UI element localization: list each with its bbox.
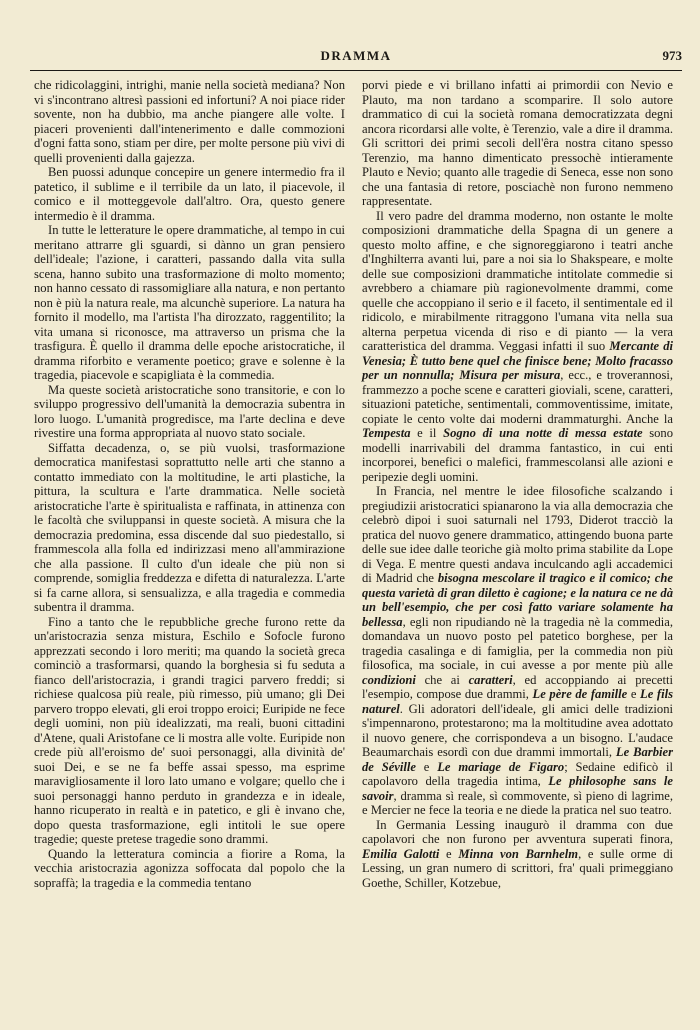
left-column — [34, 78, 345, 890]
paragraph — [362, 484, 673, 818]
text-run: e il — [410, 426, 444, 440]
emphasized-title: condizioni — [362, 672, 416, 687]
emphasized-title: Emilia Galotti — [362, 846, 440, 861]
text-run: , e sulle orme di Lessing, un gran numero di scrittori, fra' quali primeggiano Goethe, Schiller, Kotzebue, — [362, 846, 673, 890]
text-run: e — [439, 846, 459, 861]
page-number: 973 — [662, 48, 682, 63]
text-run: e — [415, 759, 438, 774]
text-run: Il vero padre del dramma moderno, non ostante le molte composizioni drammatiche della Spagna di un genere a questo molto affine, e che signoreggiarono i teatri anche d'Inghilterra avanti lui, pare a noi sia lo Shakspeare, e molte delle sue composizioni drammatiche intitolate commedie si avrebbero a chiamare più ragionevolmente drammi, come quelle che accoppiano il serio e il faceto, il sentimentale ed il ridicolo, e mirabilmente ritraggono l'umana vita nella sua alterna perpetua vicenda di riso e di pianto — la vera caratteristica del dramma. Veggasi infatti il suo — [362, 208, 673, 353]
text-run: Ma queste società aristocratiche sono transitorie, e con lo sviluppo progressivo dell'umanità la democrazia subentra in loro luogo. L'umanità progredisce, ma l'arte declina e deve rivestire una forma appropriata al nuovo stato sociale. — [34, 382, 345, 440]
running-header — [30, 46, 682, 68]
emphasized-title: Minna von Barnhelm — [458, 846, 579, 861]
text-run: Siffatta decadenza, o, se più vuolsi, trasformazione democratica manifestasi soprattutto nelle arti che stanno a contatto immediato con la moltitudine, le arti plastiche, la pittura, la scultura e l'arte drammatica. Nelle società aristocratiche l'arte è spiritualista e raffinata, in attinenza con le facoltà che sviluppansi in queste società. A misura che la democrazia predomina, essa discende dal suo piedestallo, si frammescola alla folla ed indirizzasi meno all'ammirazione che alla passione. Il culto d'un ideale che più non si comprende, somiglia freddezza e difetta di naturalezza. L'arte si fa carne allora, si sensualizza, e alla tragedia e commedia subentra il dramma. — [34, 440, 345, 614]
emphasized-title: Sogno di una notte di messa estate — [443, 426, 643, 440]
text-run: Quando la letteratura comincia a fiorire a Roma, la vecchia aristocrazia agonizza soffocata dal popolo che la sopraffà; la tragedia e la commedia tentano — [34, 846, 345, 890]
emphasized-title: Le père de famille — [532, 687, 628, 701]
text-run: porvi piede e vi brillano infatti ai primordii con Nevio e Plauto, ma non tardano a scomparire. Il solo autore drammatico di cui la società romana democratizzata degni ancora ricordarsi alle volte, è Terenzio, vale a dire il dramma. Gli scrittori dei primi secoli dell'êra nostra citano spesso Terenzio, ma hanno dimenticato pressochè intieramente Plauto e Nevio; quanto alle tragedie di Seneca, esse non sono che una fantasia di retore, posciachè non furono nemmeno rappresentate. — [362, 78, 673, 208]
text-run: che ai — [415, 672, 469, 687]
emphasized-title: caratteri — [468, 672, 513, 687]
running-title: DRAMMA — [320, 48, 392, 63]
emphasized-title: Le Barbier de Séville — [362, 745, 673, 774]
text-run: In Germania Lessing inaugurò il dramma con due capolavori che non furono per avventura superati finora, — [362, 817, 673, 846]
text-run: , dramma sì reale, sì commovente, sì pieno di lagrime, e Mercier ne fece la teoria e ne diede la pratica nel suo teatro. — [362, 788, 673, 817]
header-rule — [30, 70, 682, 71]
emphasized-title: Le philosophe sans le savoir — [362, 774, 673, 803]
right-column — [362, 78, 673, 890]
paragraph — [34, 223, 345, 383]
text-run: . Gli adoratori dell'ideale, gli amici delle tradizioni s'impennarono, protestarono; ma la moltitudine avea adottato il nuovo genere, che corrispondeva a un bisogno. L'audace Beaumarchais esordì con due drammi immortali, — [362, 701, 673, 759]
paragraph — [34, 383, 345, 441]
text-run: ; Sedaine edificò il capolavoro della tragedia intima, — [362, 759, 674, 788]
text-run: , egli non ripudiando nè la tragedia nè la commedia, domandava un nuovo posto pel patetico borghese, per la tragedia casalinga e di famiglia, per la commedia non più filosofica, ma sociale, in cui avesse a por mente più alle — [362, 614, 673, 672]
paragraph — [34, 615, 345, 847]
emphasized-title: Tempesta — [362, 426, 411, 440]
text-run: , ed accoppiando ai precetti l'esempio, compose due drammi, — [362, 672, 673, 701]
text-run: , ecc., e troverannosi, frammezzo a poche scene e caratteri gioviali, scene, caratteri, situazioni patetiche, sentimentali, commoventissime, imitate, copiate le cento volte dai moderni drammaturghi. Anche la — [362, 368, 673, 426]
paragraph — [362, 78, 673, 209]
emphasized-title: Le fils naturel — [362, 687, 673, 716]
text-run: che ridicolaggini, intrighi, manie nella società mediana? Non vi s'incontrano altresì passioni ed infortuni? A noi piace rider sovente, non ha dubbio, ma anche piangere alle volte. I piaceri provenienti dall'intenerimento e dalle commozioni d'ogni fatta sono, stiam per dire, per molte persone più vivi di quelli provenienti dalla gajezza. — [34, 78, 345, 165]
text-run: In Francia, nel mentre le idee filosofiche scalzando i pregiudizii aristocratici spianarono la via alla democrazia che celebrò dipoi i suoi saturnali nel 1793, Diderot tracciò la pratica del nuovo genere drammatico, attingendo buona parte delle sue idee dalle teoriche già molto prima stabilite da Lope di Vega. E mentre questi andava inculcando agli accademici di Madrid che — [362, 484, 673, 585]
text-run: Ben puossi adunque concepire un genere intermedio fra il patetico, il sublime e il terribile da un lato, il piacevole, il comico e il motteggevole dall'altro. Ora, questo genere intermedio è il dramma. — [34, 165, 345, 223]
paragraph — [362, 818, 673, 891]
emphasized-title: bisogna mescolare il tragico e il comico; che questa varietà di gran diletto è cagione; e la natura ce ne dà un bell'esempio, che per così fatto variare solamente ha bellessa — [362, 571, 673, 629]
emphasized-title: Mercante di Venesia; È tutto bene quel che finisce bene; Molto fracasso per un nonnulla; Misura per misura — [362, 339, 673, 382]
paragraph — [362, 209, 673, 485]
text-run: In tutte le letterature le opere drammatiche, al tempo in cui meritano attrarre gli sguardi, si dànno un gran pensiero dell'ideale; l'azione, i caratteri, passando dalla vita sulla scena, hanno subito una trasformazione di molto momento; non hanno cessato di rassomigliare alla natura, e non pertanto non è più la natura reale, ma alcunchè superiore. La natura ha fornito il modello, ma l'artista l'ha dirozzato, raggentilito; la vita umana si riconosce, ma attraverso un prisma che la trasfigura. È quello il dramma delle epoche aristocratiche, il dramma riforbito e veramente poetico; grave e solenne è la tragedia, piacevole e scapigliata è la commedia. — [34, 223, 345, 382]
paragraph — [34, 441, 345, 615]
text-run: e — [627, 687, 641, 701]
paragraph — [34, 847, 345, 891]
paragraph — [34, 78, 345, 165]
text-run: sono modelli inarrivabili del dramma fantastico, in cui enti incorporei, benefici o malefici, frammescolansi alle azioni e peripezie degli uomini. — [362, 426, 673, 484]
emphasized-title: Le mariage de Figaro — [437, 759, 565, 774]
text-run: Fino a tanto che le repubbliche greche furono rette da un'aristocrazia senza mistura, Eschilo e Sofocle furono apprezzati secondo i loro meriti; ma quando la società greca cominciò a trasformarsi, quando la borghesia si fu seduta a fianco dell'aristocrazia, i grandi tragici parvero freddi; si richiese qualcosa più reale, più rimesso, più umano; gli Dei parvero troppo elevati, gli eroi troppo eroici; Euripide ne fece degli uomini, non più idealizzati, ma reali, buoni cittadini d'Atene, quali Aristofane ce li mostra alle volte. Euripide non crede più all'eroismo de' suoi personaggi, alla divinità de' suoi Dei, e se ne fa beffe assai spesso, ma esprime maravigliosamente il loro lato umano e volgare; quello che i suoi personaggi hanno perduto in grandezza e in ideale, hanno ricuperato in realtà e in patetico, e gli è invano che, dopo questa trasformazione, egli intitoli le sue opere tragedie; queste pretese tragedie sono drammi. — [34, 614, 345, 846]
paragraph — [34, 165, 345, 223]
